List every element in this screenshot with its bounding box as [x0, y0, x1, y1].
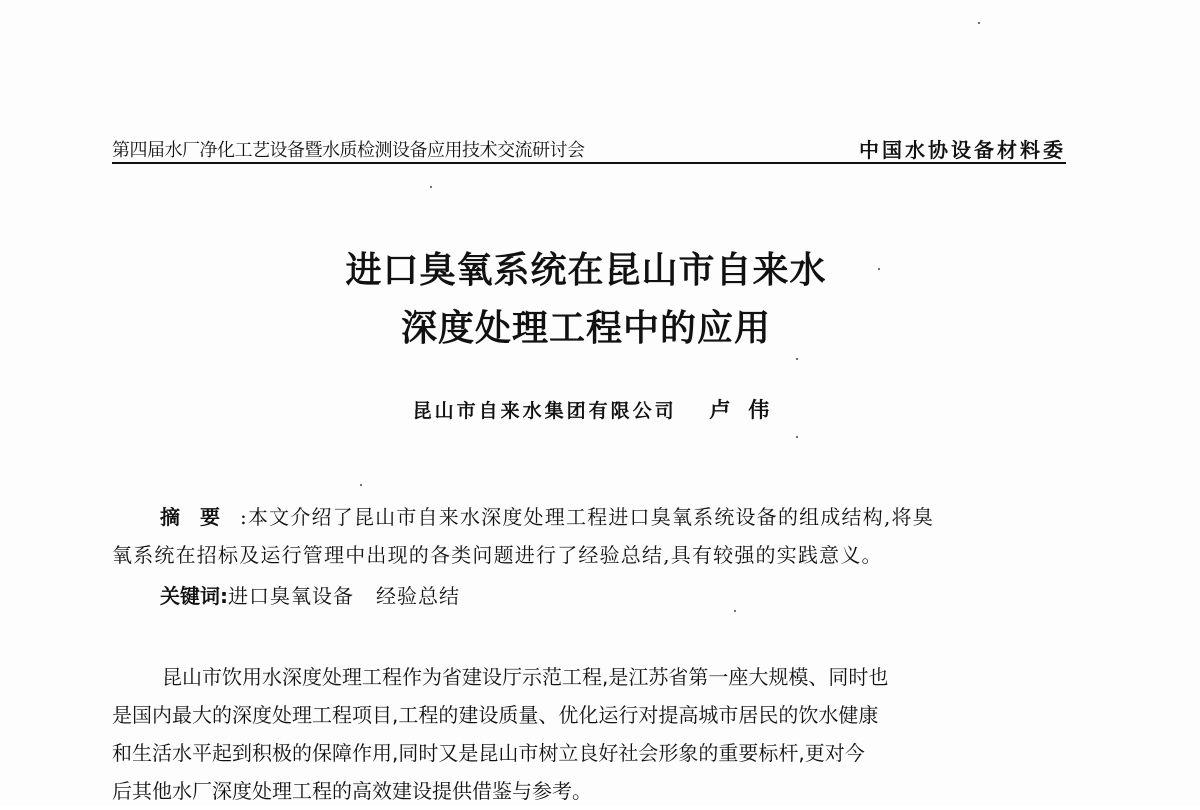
running-header: [112, 132, 1066, 164]
author-line: [0, 394, 1200, 424]
body-line: 后其他水厂深度处理工程的高效建设提供借鉴与参考。: [112, 779, 592, 803]
author-organization: 昆山市自来水集团有限公司: [412, 400, 677, 422]
scan-speck: [978, 22, 980, 24]
scan-speck: [430, 186, 432, 188]
scan-speck: [360, 484, 362, 486]
body-line: 昆山市饮用水深度处理工程作为省建设厅示范工程,是江苏省第一座大规模、同时也: [162, 665, 889, 689]
abstract-label: 摘要: [160, 505, 240, 529]
abstract-text-1: :本文介绍了昆山市自来水深度处理工程进口臭氧系统设备的组成结构,将臭: [240, 505, 934, 529]
body-paragraph: [112, 658, 1072, 810]
abstract-line-2: [112, 536, 1072, 574]
conference-name: 第四届水厂净化工艺设备暨水质检测设备应用技术交流研讨会: [112, 140, 585, 161]
keywords: [160, 580, 460, 609]
keyword-item: 经验总结: [376, 584, 460, 608]
scan-speck: [734, 610, 736, 612]
paper-title-line-2: 深度处理工程中的应用: [400, 308, 771, 349]
scan-speck: [796, 436, 798, 438]
abstract-line-1: [112, 498, 1072, 536]
paper-title-line-1: 进口臭氧系统在昆山市自来水: [345, 250, 827, 291]
scan-speck: [878, 268, 880, 270]
author-name: 卢伟: [709, 397, 788, 422]
scan-speck: [796, 358, 798, 360]
body-line: 是国内最大的深度处理工程项目,工程的建设质量、优化运行对提高城市居民的饮水健康: [112, 703, 879, 727]
body-line: 和生活水平起到积极的保障作用,同时又是昆山市树立良好社会形象的重要标杆,更对今: [112, 741, 865, 765]
abstract-text-2: 氧系统在招标及运行管理中出现的各类问题进行了经验总结,具有较强的实践意义。: [112, 543, 883, 567]
keyword-item: 进口臭氧设备: [228, 584, 354, 608]
committee-name: 中国水协设备材料委: [859, 138, 1066, 162]
abstract: [112, 498, 1072, 574]
keywords-label: 关键词:: [160, 584, 228, 608]
